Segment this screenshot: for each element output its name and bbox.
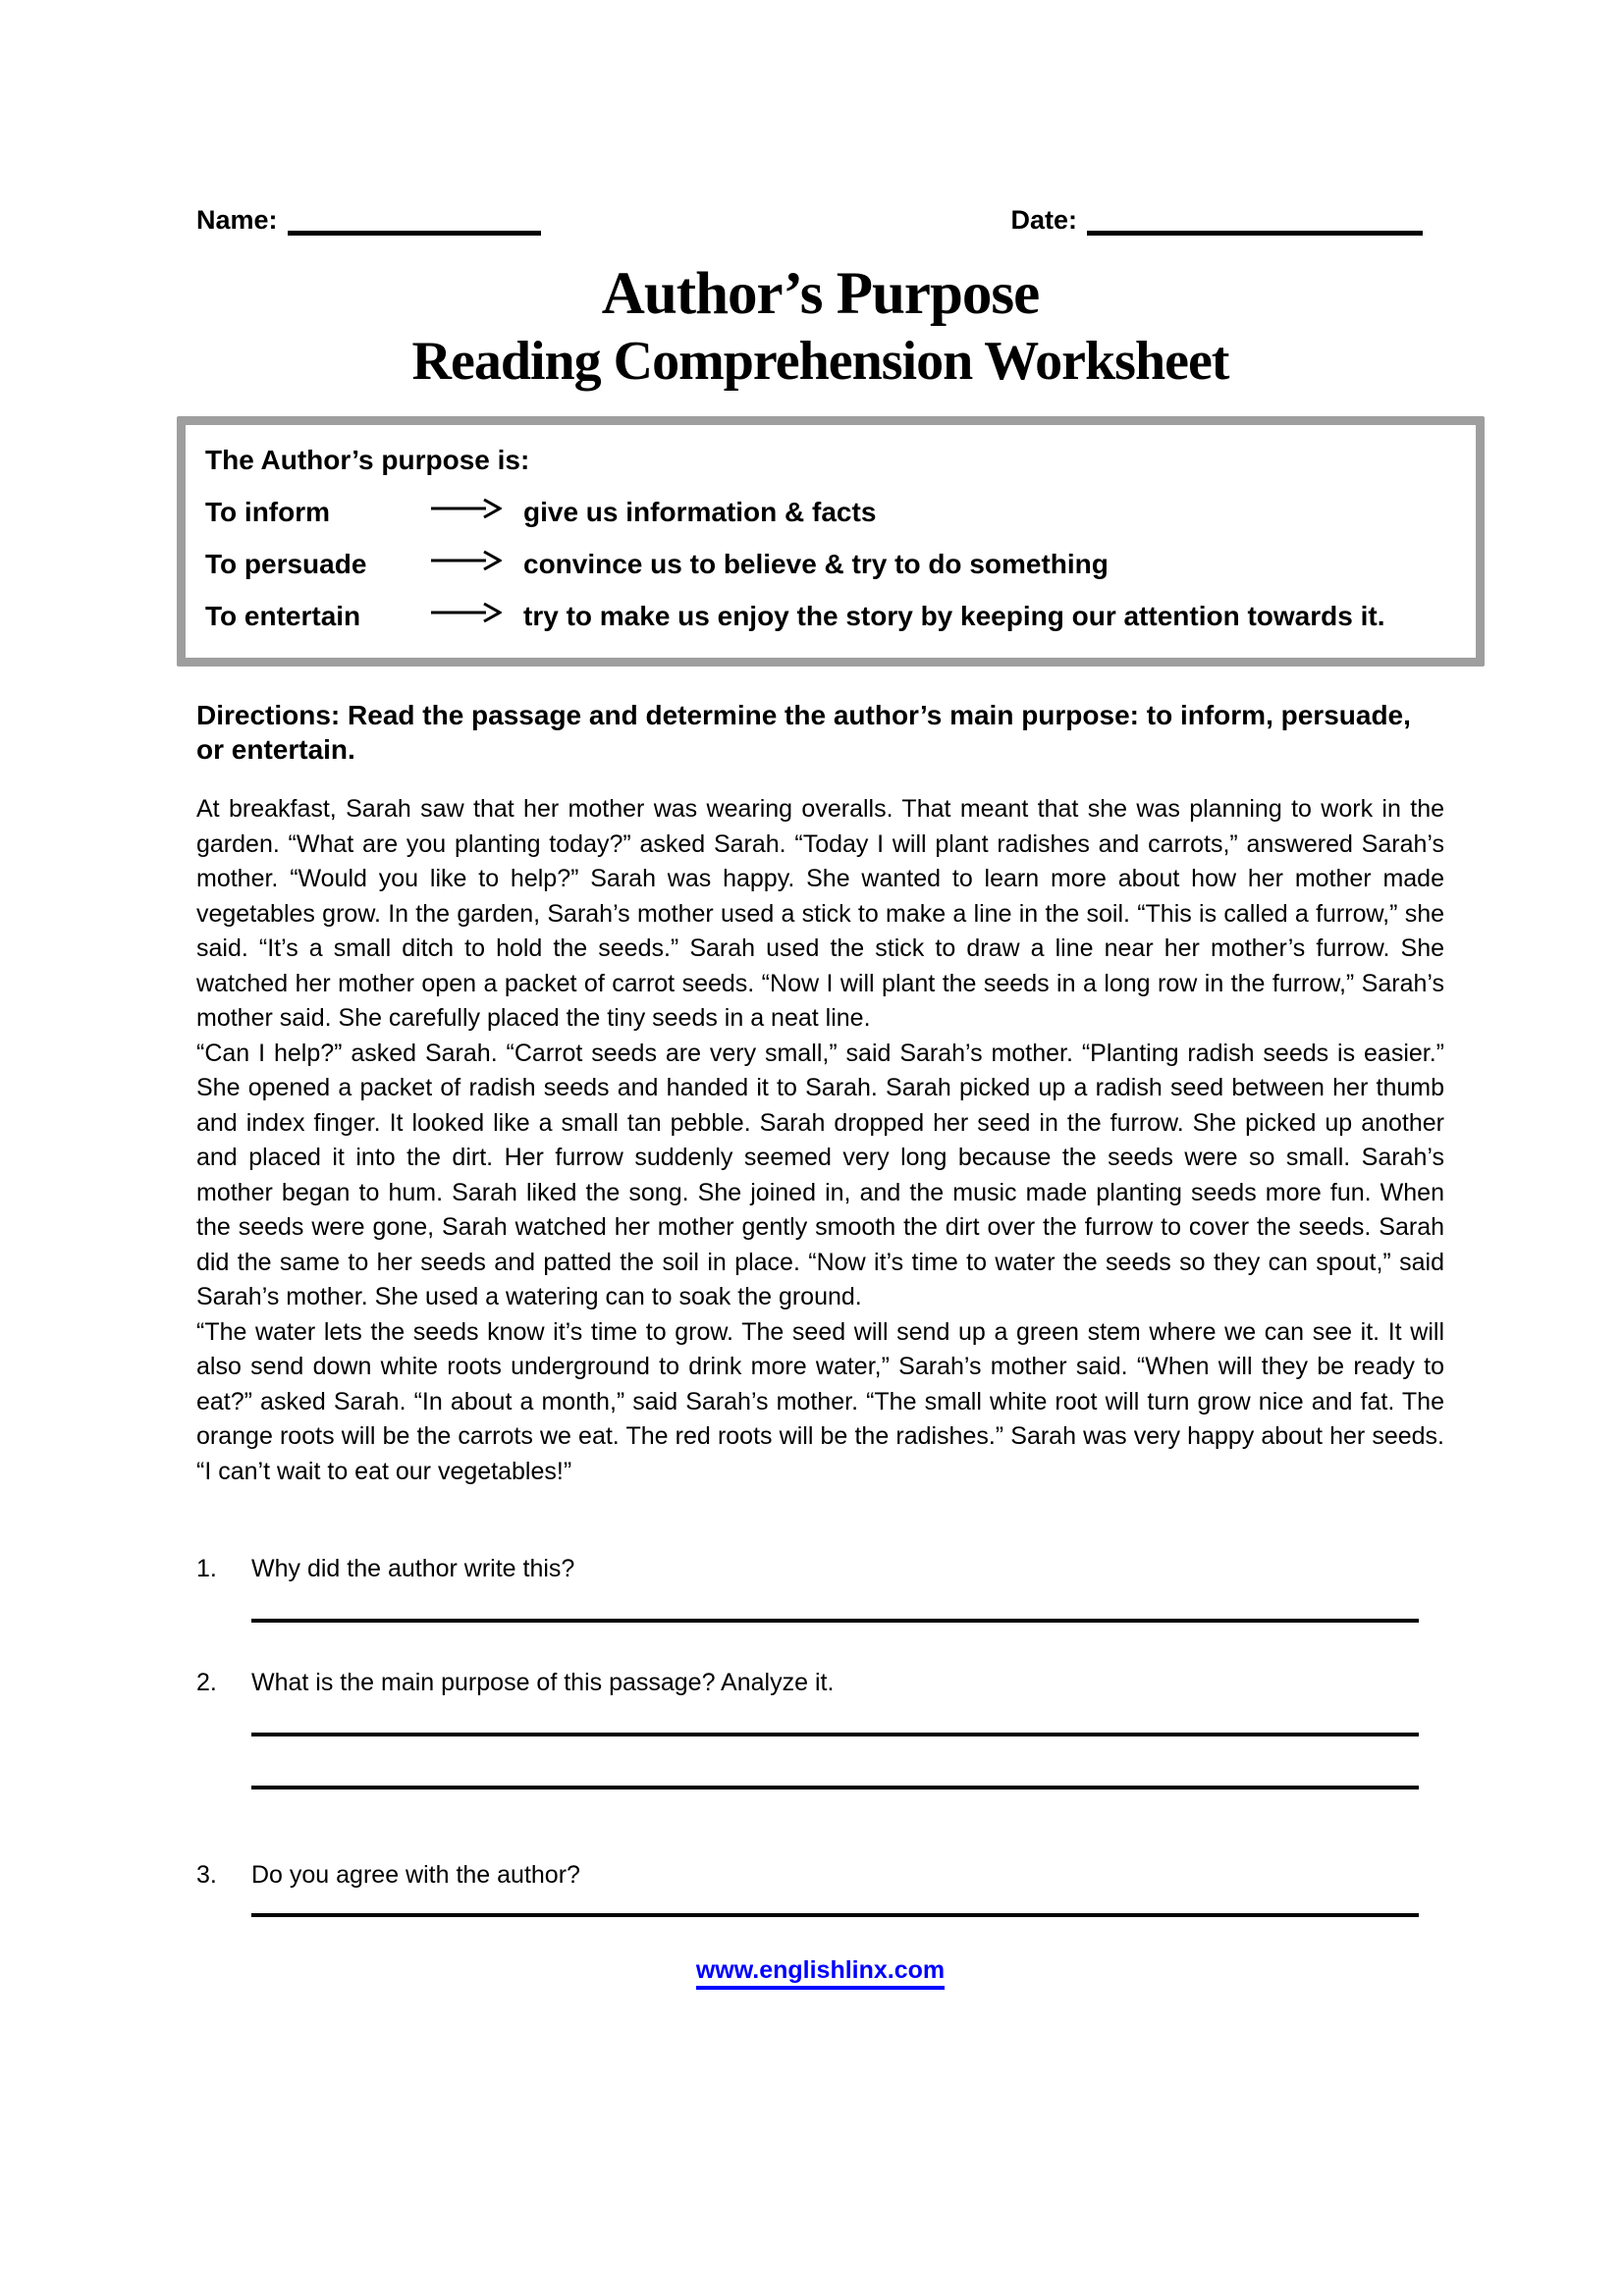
question-text: Why did the author write this?	[251, 1555, 575, 1582]
purpose-item-label: To inform	[205, 496, 331, 527]
answer-lines	[196, 1733, 1419, 1789]
purpose-box-heading: The Author’s purpose is:	[205, 445, 530, 475]
name-field	[196, 201, 541, 236]
long-right-arrow-icon	[429, 496, 502, 528]
header-row	[196, 0, 1444, 236]
purpose-item-label: To entertain	[205, 600, 361, 631]
question-row	[196, 1554, 1444, 1583]
purpose-item-label: To persuade	[205, 548, 367, 579]
question-text: What is the main purpose of this passage? Analyze it.	[251, 1669, 835, 1696]
directions-text: Directions: Read the passage and determine the author’s main purpose: to inform, persuade, or entertain.	[196, 700, 1411, 765]
name-label: Name:	[196, 205, 278, 235]
purpose-item	[205, 496, 1458, 528]
purpose-item-description: convince us to believe & try to do something	[523, 548, 1109, 579]
question-block	[196, 1668, 1444, 1789]
question-text: Do you agree with the author?	[251, 1861, 580, 1889]
answer-line[interactable]	[251, 1733, 1419, 1736]
name-input-line[interactable]	[288, 201, 541, 236]
question-row	[196, 1860, 1444, 1890]
passage-paragraph: At breakfast, Sarah saw that her mother was wearing overalls. That meant that she was planning to work in the garden. “What are you planting today?” asked Sarah. “Today I will plant radishes and carrots,” answered Sarah’s mother. “Would you like to help?” Sarah was happy. She wanted to learn more about how her mother made vegetables grow. In the garden, Sarah’s mother used a stick to make a line in the soil. “This is called a furrow,” she said. “It’s a small ditch to hold the seeds.” Sarah used the stick to draw a line near her mother’s furrow. She watched her mother open a packet of carrot seeds. “Now I will plant the seeds in a long row in the furrow,” Sarah’s mother said. She carefully placed the tiny seeds in a neat line.	[196, 795, 1444, 1032]
answer-line[interactable]	[251, 1619, 1419, 1623]
long-right-arrow-icon	[429, 600, 502, 632]
question-block	[196, 1860, 1444, 1917]
page-title: Author’s Purpose	[601, 261, 1040, 327]
question-block	[196, 1554, 1444, 1623]
website-link[interactable]: www.englishlinx.com	[696, 1956, 945, 1990]
footer	[196, 1956, 1444, 1990]
purpose-item-description: try to make us enjoy the story by keeping our attention towards it.	[523, 600, 1385, 631]
question-number: 2.	[196, 1669, 217, 1696]
question-row	[196, 1668, 1444, 1697]
passage-paragraph: “The water lets the seeds know it’s time to grow. The seed will send up a green stem where we can see it. It will also send down white roots underground to drink more water,” Sarah’s mother said. “When will they be ready to eat?” asked Sarah. “In about a month,” said Sarah’s mother. “The small white root will turn grow nice and fat. The orange roots will be the carrots we eat. The red roots will be the radishes.” Sarah was very happy about her seeds. “I can’t wait to eat our vegetables!”	[196, 1317, 1444, 1485]
answer-lines	[196, 1619, 1419, 1623]
purpose-item	[205, 600, 1458, 632]
date-input-line[interactable]	[1087, 201, 1423, 236]
purpose-definition-box	[177, 416, 1485, 667]
passage-paragraph: “Can I help?” asked Sarah. “Carrot seeds are very small,” said Sarah’s mother. “Planting radish seeds is easier.” She opened a packet of radish seeds and handed it to Sarah. Sarah picked up a radish seed between her thumb and index finger. It looked like a small tan pebble. Sarah dropped her seed in the furrow. She picked up another and placed it into the dirt. Her furrow suddenly seemed very long because the seeds were so small. Sarah’s mother began to hum. Sarah liked the song. She joined in, and the music made planting seeds more fun. When the seeds were gone, Sarah watched her mother gently smooth the dirt over the furrow to cover the seeds. Sarah did the same to her seeds and patted the soil in place. “Now it’s time to water the seeds so they can spout,” said Sarah’s mother. She used a watering can to soak the ground.	[196, 1039, 1444, 1310]
date-field	[1010, 201, 1423, 236]
question-number: 1.	[196, 1555, 217, 1582]
purpose-items	[205, 496, 1458, 632]
purpose-item-description: give us information & facts	[523, 496, 877, 527]
answer-lines	[196, 1913, 1419, 1917]
question-number: 3.	[196, 1861, 217, 1889]
answer-line[interactable]	[251, 1786, 1419, 1789]
reading-passage	[196, 792, 1444, 1489]
page-subtitle: Reading Comprehension Worksheet	[411, 331, 1229, 392]
questions-section	[196, 1554, 1444, 1917]
date-label: Date:	[1010, 205, 1077, 235]
answer-line[interactable]	[251, 1913, 1419, 1917]
long-right-arrow-icon	[429, 548, 502, 580]
purpose-item	[205, 548, 1458, 580]
